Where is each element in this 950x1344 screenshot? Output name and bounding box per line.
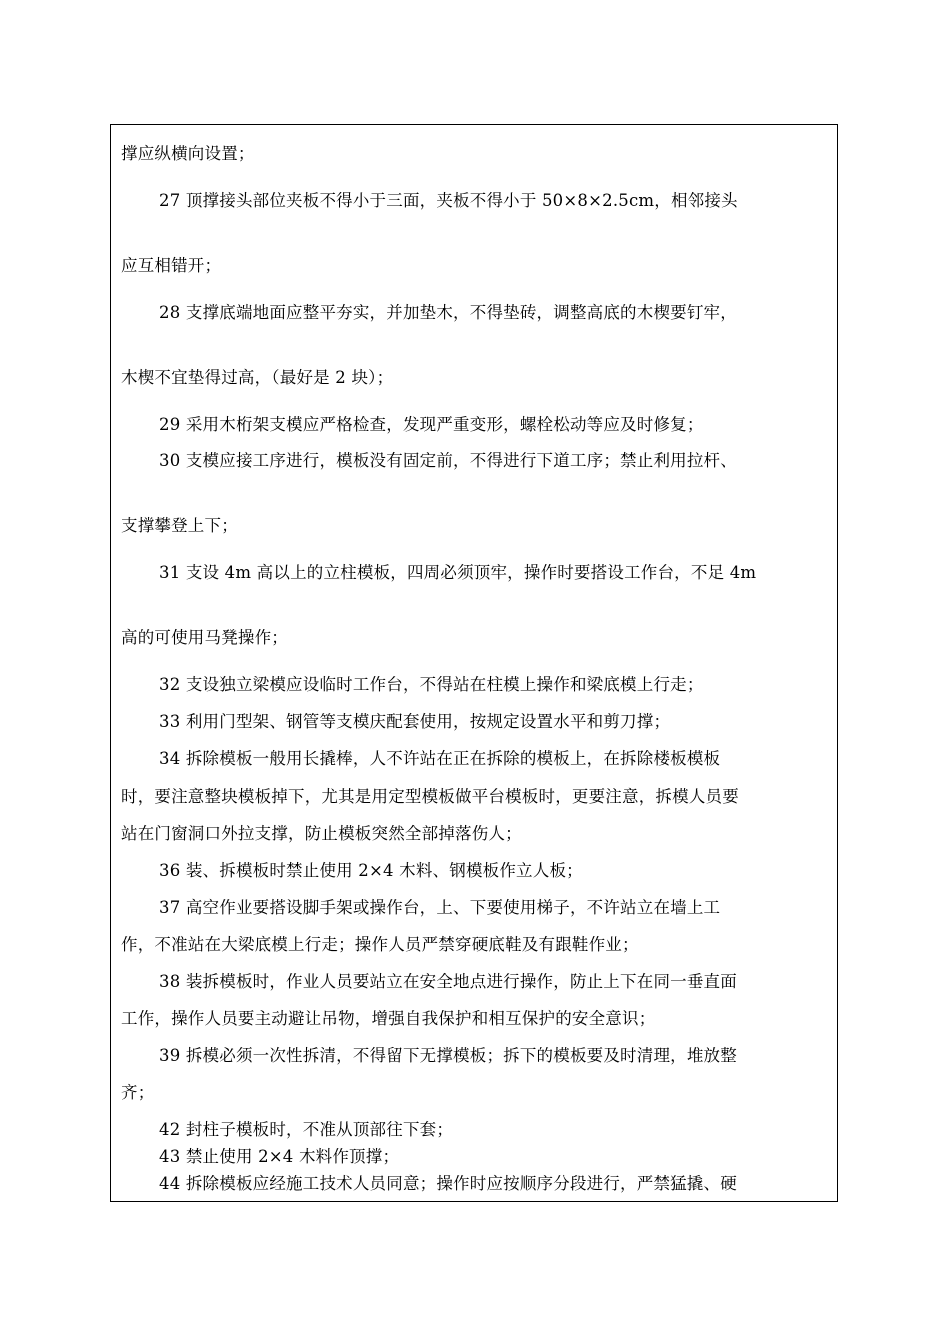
text-line: 木楔不宜垫得过高，（最好是 2 块）； bbox=[121, 368, 394, 387]
text-line: 37 高空作业要搭设脚手架或操作台，上、下要使用梯子，不许站立在墙上工 bbox=[159, 898, 721, 917]
text-line: 33 利用门型架、钢管等支模庆配套使用，按规定设置水平和剪刀撑； bbox=[159, 712, 671, 731]
text-line: 支撑攀登上下； bbox=[121, 516, 238, 535]
text-line: 时，要注意整块模板掉下，尤其是用定型模板做平台模板时，更要注意，拆模人员要 bbox=[121, 787, 739, 806]
text-line: 撑应纵横向设置； bbox=[121, 144, 255, 163]
text-line: 43 禁止使用 2×4 木料作顶撑； bbox=[159, 1147, 400, 1166]
text-line: 工作，操作人员要主动避让吊物，增强自我保护和相互保护的安全意识； bbox=[121, 1009, 656, 1028]
text-line: 28 支撑底端地面应整平夯实，并加垫木，不得垫砖，调整高底的木楔要钉牢， bbox=[159, 303, 737, 322]
text-line: 应互相错开； bbox=[121, 256, 222, 275]
text-line: 30 支模应接工序进行，模板没有固定前，不得进行下道工序；禁止利用拉杆、 bbox=[159, 451, 737, 470]
text-line: 高的可使用马凳操作； bbox=[121, 628, 288, 647]
text-line: 38 装拆模板时，作业人员要站立在安全地点进行操作，防止上下在同一垂直面 bbox=[159, 972, 737, 991]
text-line: 36 装、拆模板时禁止使用 2×4 木料、钢模板作立人板； bbox=[159, 861, 583, 880]
text-line: 27 顶撑接头部位夹板不得小于三面，夹板不得小于 50×8×2.5cm，相邻接头 bbox=[159, 191, 738, 210]
text-line: 29 采用木桁架支模应严格检查，发现严重变形，螺栓松动等应及时修复； bbox=[159, 415, 704, 434]
text-line: 39 拆模必须一次性拆清，不得留下无撑模板；拆下的模板要及时清理，堆放整 bbox=[159, 1046, 737, 1065]
text-line: 32 支设独立梁模应设临时工作台，不得站在柱模上操作和梁底模上行走； bbox=[159, 675, 704, 694]
content-frame bbox=[110, 124, 838, 1202]
text-line: 44 拆除模板应经施工技术人员同意；操作时应按顺序分段进行，严禁猛撬、硬 bbox=[159, 1174, 737, 1193]
text-line: 42 封柱子模板时，不准从顶部往下套； bbox=[159, 1120, 454, 1139]
text-line: 站在门窗洞口外拉支撑，防止模板突然全部掉落伤人； bbox=[121, 824, 522, 843]
text-line: 34 拆除模板一般用长撬棒，人不许站在正在拆除的模板上，在拆除楼板模板 bbox=[159, 749, 721, 768]
text-line: 作，不准站在大梁底模上行走；操作人员严禁穿硬底鞋及有跟鞋作业； bbox=[121, 935, 639, 954]
text-line: 齐； bbox=[121, 1083, 155, 1102]
text-line: 31 支设 4m 高以上的立柱模板，四周必须顶牢，操作时要搭设工作台，不足 4m bbox=[159, 563, 757, 582]
